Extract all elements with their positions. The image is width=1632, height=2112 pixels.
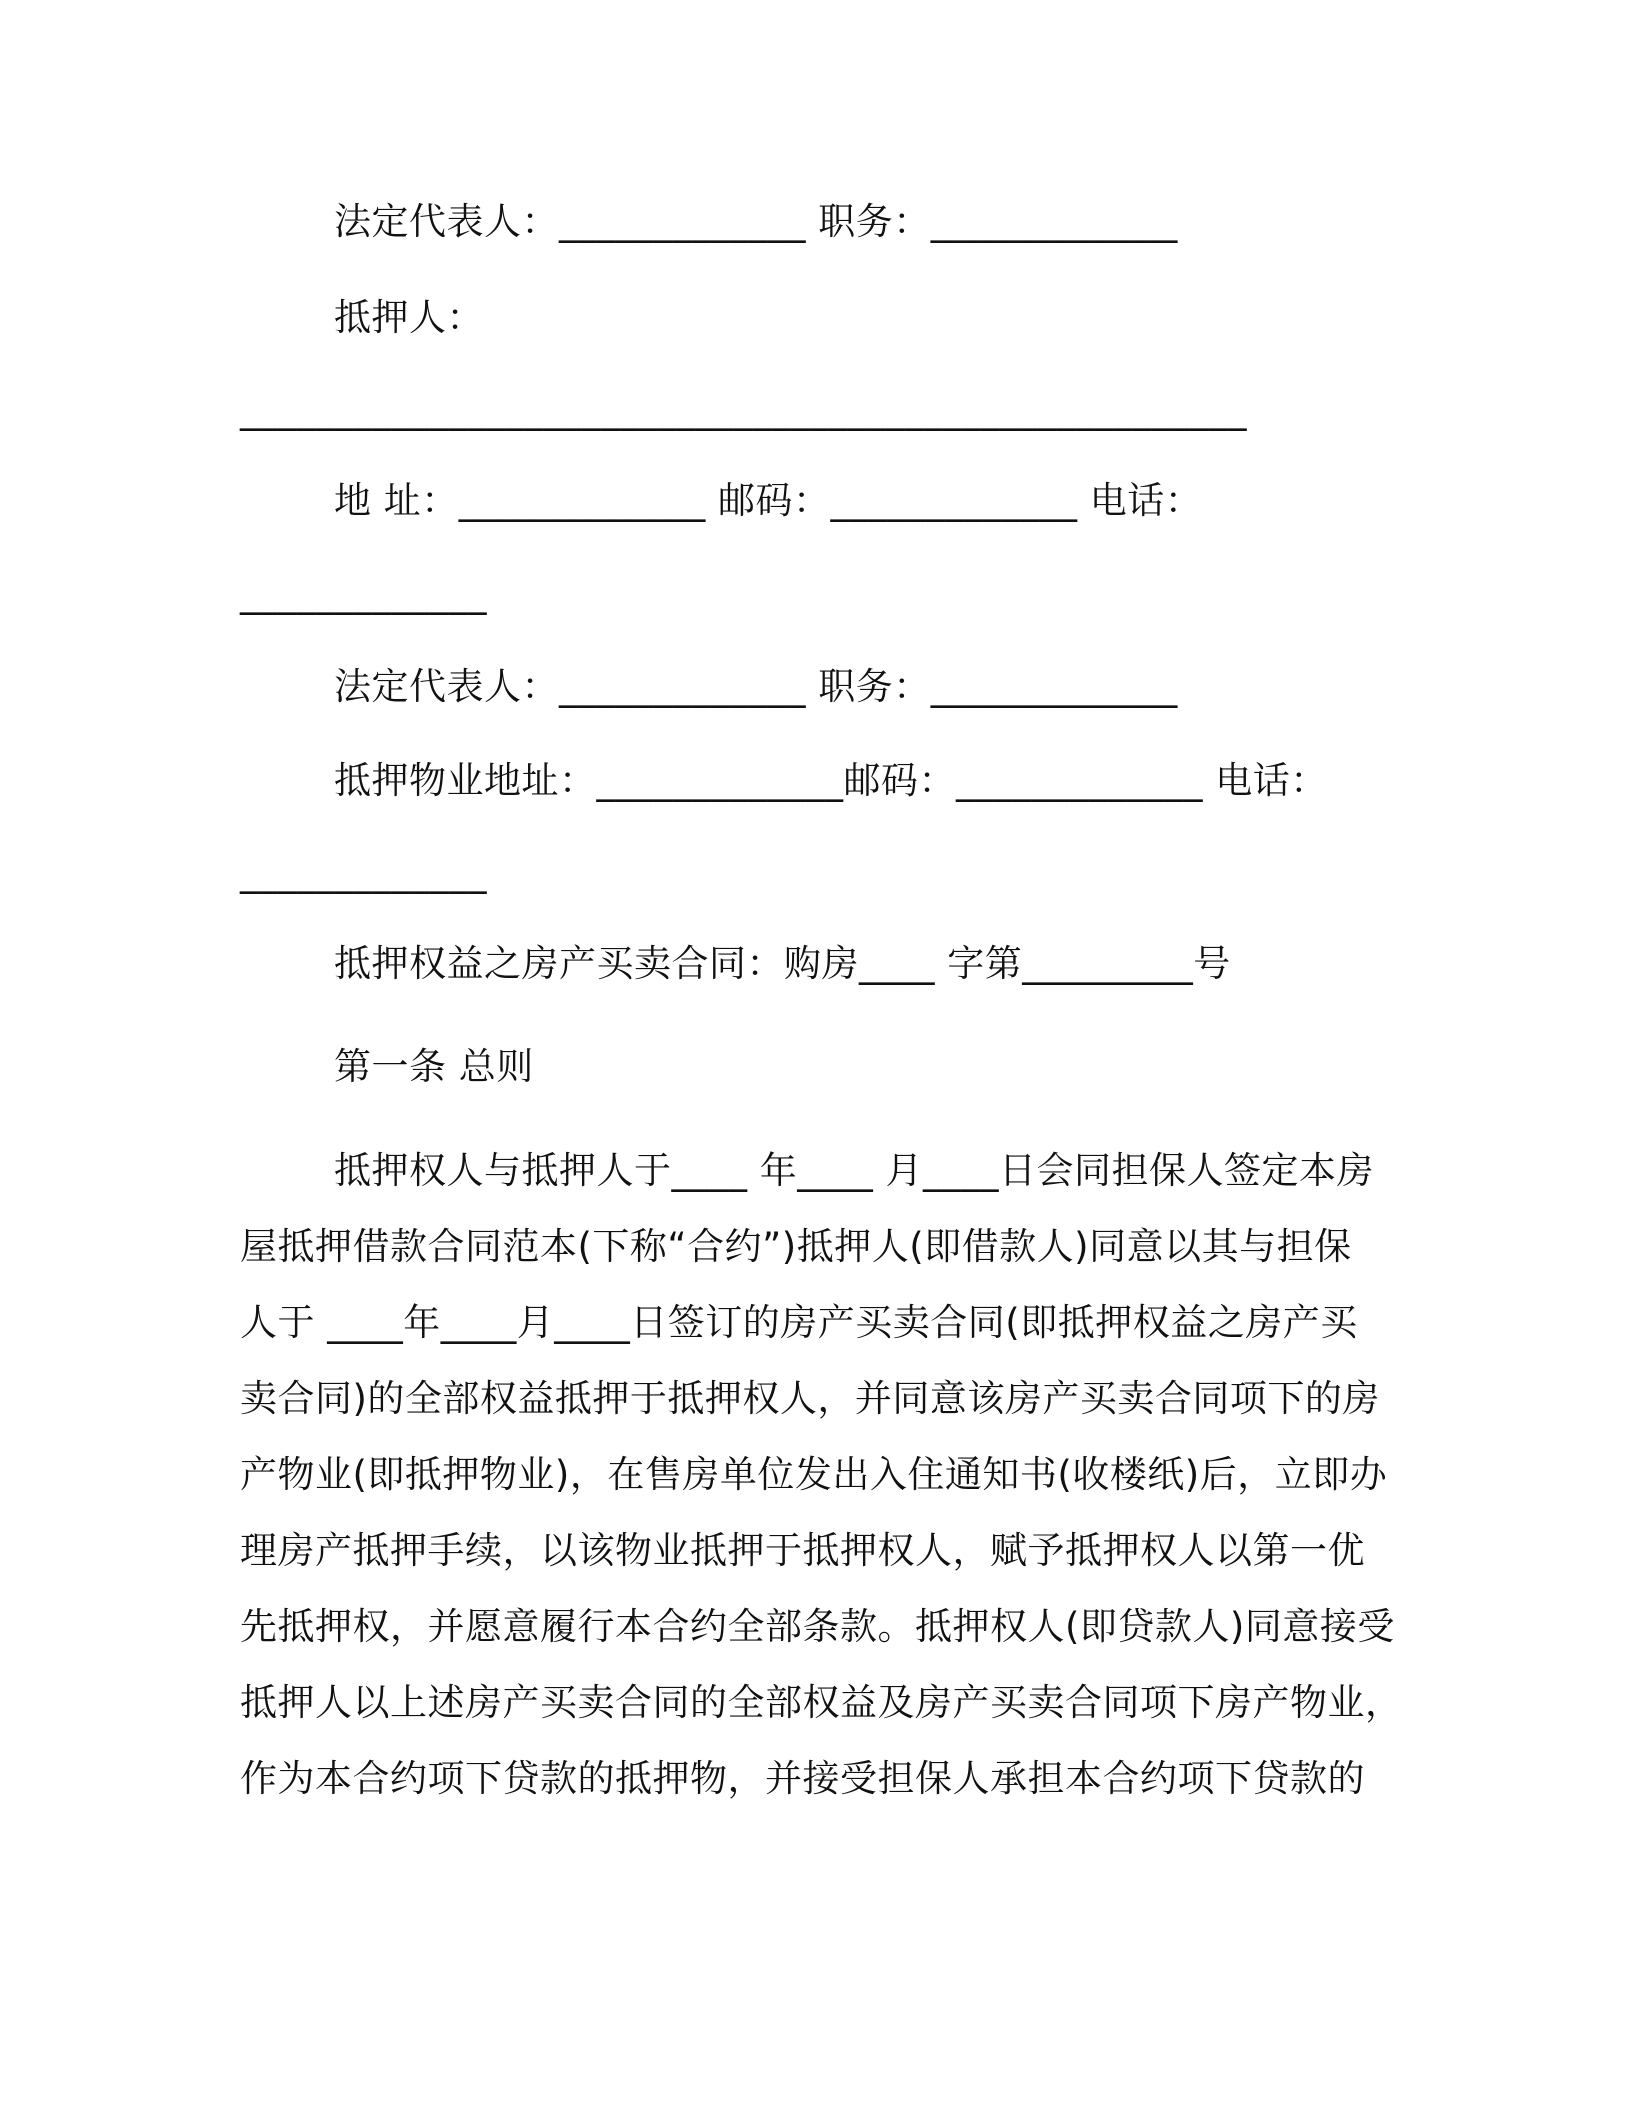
paragraph-line: 理房产抵押手续，以该物业抵押于抵押权人，赋予抵押权人以第一优 <box>240 1529 1365 1572</box>
paragraph-line: 人于 ____年____月____日签订的房产买卖合同(即抵押权益之房产买 <box>240 1301 1358 1344</box>
paragraph-line: 作为本合约项下贷款的抵押物，并接受担保人承担本合约项下贷款的 <box>240 1757 1365 1800</box>
phone-blank-1: _____________ <box>240 572 487 615</box>
property-address-line: 抵押物业地址：_____________邮码：_____________ 电话： <box>334 759 1328 802</box>
address-line: 地 址：_____________ 邮码：_____________ 电话： <box>334 479 1203 522</box>
paragraph-line: 抵押人以上述房产买卖合同的全部权益及房产买卖合同项下房产物业， <box>240 1681 1403 1724</box>
sale-contract-reference: 抵押权益之房产买卖合同：购房____ 字第_________号 <box>334 942 1231 985</box>
paragraph-line: 屋抵押借款合同范本(下称“合约”)抵押人(即借款人)同意以其与担保 <box>240 1225 1352 1268</box>
mortgagor-name-blank: _____________________________________________________ <box>240 388 1247 431</box>
phone-blank-2: _____________ <box>240 851 487 894</box>
legal-representative-line-2: 法定代表人：_____________ 职务：_____________ <box>334 665 1178 708</box>
paragraph-line: 抵押权人与抵押人于____ 年____ 月____日会同担保人签定本房 <box>334 1149 1375 1192</box>
paragraph-line: 卖合同)的全部权益抵押于抵押权人，并同意该房产买卖合同项下的房 <box>240 1377 1380 1420</box>
paragraph-line: 产物业(即抵押物业)，在售房单位发出入住通知书(收楼纸)后，立即办 <box>240 1453 1388 1496</box>
article-1-title: 第一条 总则 <box>334 1045 534 1088</box>
paragraph-line: 先抵押权，并愿意履行本合约全部条款。抵押权人(即贷款人)同意接受 <box>240 1605 1395 1648</box>
mortgagor-label: 抵押人： <box>334 296 484 339</box>
legal-representative-line-1: 法定代表人：_____________ 职务：_____________ <box>334 200 1178 243</box>
